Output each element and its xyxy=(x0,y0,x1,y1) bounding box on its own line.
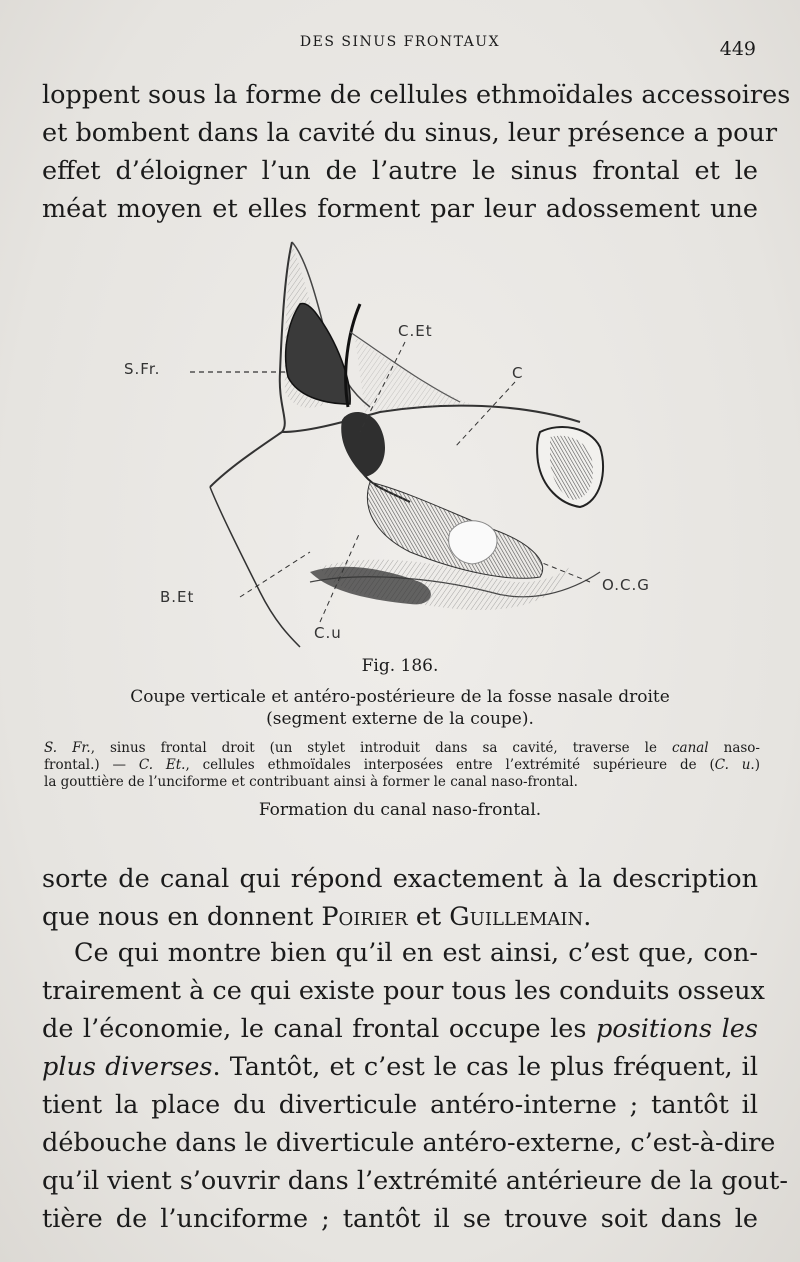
text-line xyxy=(42,1010,758,1048)
label-c-et: C.Et xyxy=(398,322,433,340)
label-b-et: B.Et xyxy=(160,588,195,606)
author-name: Poirier xyxy=(321,902,408,932)
caption-line: Coupe verticale et antéro-postérieure de la fosse nasale droite xyxy=(130,687,670,707)
author-name: Guillemain xyxy=(449,902,584,932)
nasal-section-illustration xyxy=(110,232,670,652)
leader-c xyxy=(455,382,515,447)
text-line: effet d’éloigner l’un de l’autre le sinus frontal et le xyxy=(42,156,758,186)
legend-text: frontal.) — xyxy=(44,757,139,773)
paragraph-3 xyxy=(42,934,789,1238)
middle-turbinate xyxy=(341,412,385,477)
legend-text: , sinus frontal droit (un stylet introduit dans sa cavité, traverse le xyxy=(90,740,672,756)
text-line: tient la place du diverticule antéro-interne ; tantôt il xyxy=(42,1090,758,1120)
figure-legend xyxy=(44,740,760,791)
nasal-roof xyxy=(282,406,580,432)
legend-text: , cellules ethmoïdales interposées entre l’extrémité supérieure de ( xyxy=(185,757,715,773)
caption-line: (segment externe de la coupe). xyxy=(266,709,534,729)
text-line: et bombent dans la cavité du sinus, leur présence a pour xyxy=(42,118,778,148)
text-span: . Tantôt, et c’est le cas le plus fréquent, il xyxy=(212,1052,758,1082)
label-s-fr: S.Fr. xyxy=(124,360,161,378)
label-c-u: C.u xyxy=(314,624,342,642)
legend-text: naso- xyxy=(708,740,760,756)
text-line: trairement à ce qui existe pour tous les conduits osseux xyxy=(42,976,765,1006)
text-line xyxy=(42,898,758,936)
legend-abbrev: C. Et. xyxy=(138,757,186,773)
legend-italic: canal xyxy=(671,740,709,756)
text-span: que nous en donnent xyxy=(42,902,322,932)
text-line: Ce qui montre bien qu’il en est ainsi, c’est que, con- xyxy=(74,938,758,968)
anatomical-figure xyxy=(110,232,670,652)
paragraph-2 xyxy=(42,860,758,936)
legend-abbrev: S. Fr. xyxy=(44,740,91,756)
paragraph-1 xyxy=(42,76,791,228)
text-line: tière de l’unciforme ; tantôt il se trouve soit dans le xyxy=(42,1204,758,1234)
frontal-bone-outline xyxy=(210,242,292,487)
figure-caption xyxy=(60,686,740,730)
text-line xyxy=(42,1048,758,1086)
italic-span: plus diverses xyxy=(42,1052,213,1082)
italic-span: positions les xyxy=(595,1014,758,1044)
text-span: et xyxy=(407,902,450,932)
legend-line: la gouttière de l’unciforme et contribuant ainsi à former le canal naso-frontal. xyxy=(44,774,578,790)
text-span: de l’économie, le canal frontal occupe les xyxy=(42,1014,596,1044)
text-line: débouche dans le diverticule antéro-externe, c’est-à-dire xyxy=(42,1128,776,1158)
running-title: DES SINUS FRONTAUX xyxy=(299,34,501,50)
figure-number: Fig. 186. xyxy=(361,656,439,676)
text-line: loppent sous la forme de cellules ethmoïdales accessoires xyxy=(42,80,791,110)
page-number: 449 xyxy=(719,38,756,60)
figure-subcaption: Formation du canal naso-frontal. xyxy=(258,800,542,820)
text-line: sorte de canal qui répond exactement à la description xyxy=(42,864,758,894)
legend-line xyxy=(44,757,760,774)
text-span: . xyxy=(583,902,592,932)
legend-abbrev: C. u. xyxy=(714,757,755,773)
text-line: qu’il vient s’ouvrir dans l’extrémité antérieure de la gout- xyxy=(42,1166,789,1196)
legend-line xyxy=(44,740,760,757)
legend-text: ) xyxy=(754,757,760,773)
text-line: méat moyen et elles forment par leur adossement une xyxy=(42,194,758,224)
label-c: C xyxy=(512,364,524,382)
label-o-c-g: O.C.G xyxy=(602,576,650,594)
